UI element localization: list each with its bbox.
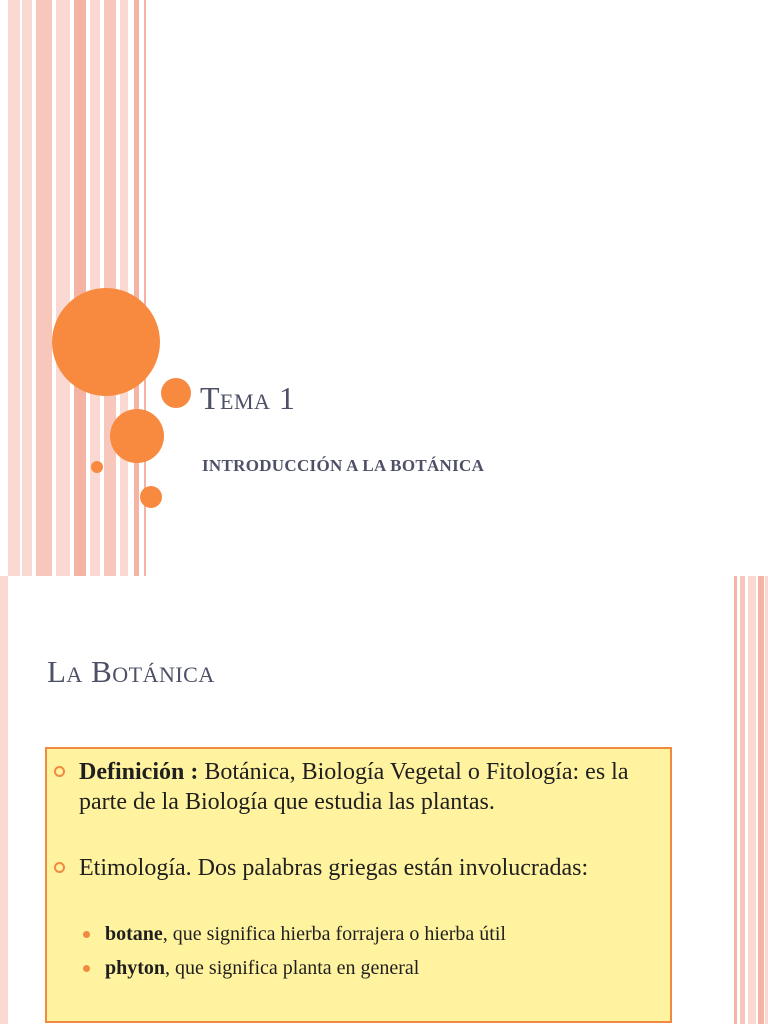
small-circle-icon-2	[140, 486, 162, 508]
dot-bullet-icon	[83, 931, 90, 938]
dot-bullet-icon	[83, 965, 90, 972]
medium-circle-icon	[110, 409, 164, 463]
ring-bullet-icon	[54, 862, 65, 873]
term-meaning: , que significa hierba forrajera o hierba útil	[162, 923, 506, 945]
content-slide	[0, 576, 768, 1024]
definition-text: Botánica, Biología Vegetal o Fitología: es la parte de la Biología que estudia las plantas.	[79, 759, 629, 815]
left-edge-stripe	[0, 576, 8, 1024]
decorative-circles	[0, 0, 220, 576]
tiny-circle-icon	[91, 461, 103, 473]
small-circle-icon	[161, 378, 191, 408]
etymology-text: Etimología. Dos palabras griegas están involucradas:	[79, 855, 589, 881]
ring-bullet-icon	[54, 766, 65, 777]
definition-label: Definición :	[79, 759, 199, 785]
slide-title: Tema 1	[200, 380, 296, 416]
term-meaning: , que significa planta en general	[165, 957, 420, 979]
decorative-stripes-right	[730, 576, 768, 1024]
term: botane	[105, 923, 163, 945]
content-box	[45, 747, 672, 1023]
large-circle-icon	[52, 288, 160, 396]
term: phyton	[105, 957, 166, 979]
slide-title: La Botánica	[47, 654, 215, 689]
slide-subtitle: INTRODUCCIÓN A LA BOTÁNICA	[202, 456, 485, 475]
